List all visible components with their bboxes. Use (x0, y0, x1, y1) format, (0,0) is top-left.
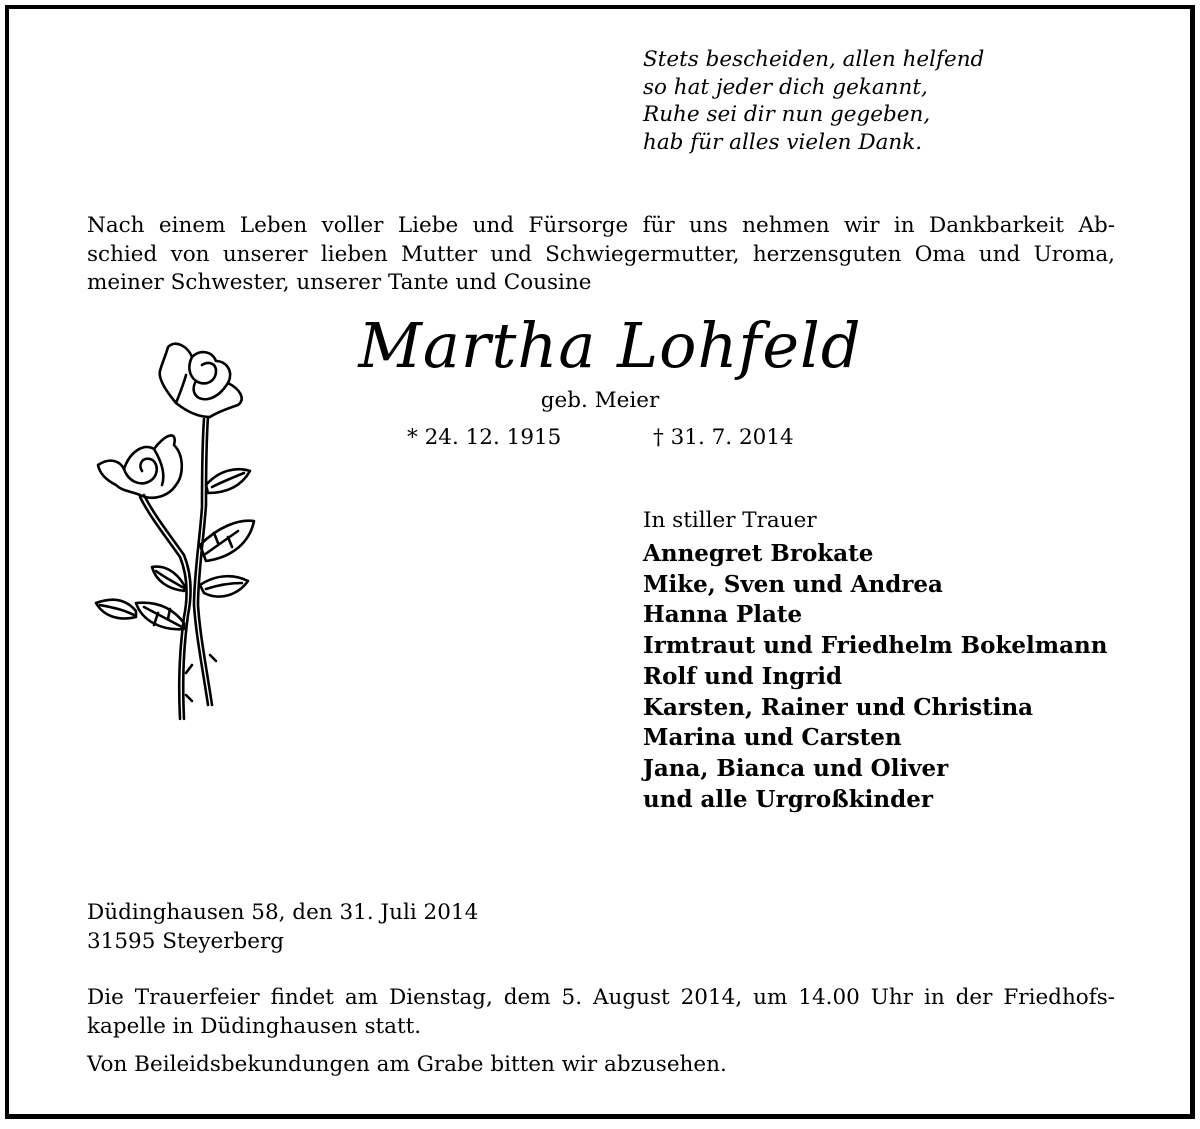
mourner-name: und alle Urgroßkinder (643, 785, 933, 813)
address-line: 31595 Steyerberg (87, 929, 284, 954)
poem-line: Ruhe sei dir nun gegeben, (643, 102, 931, 127)
rose-icon (88, 335, 268, 725)
mourner-name: Rolf und Ingrid (643, 662, 843, 690)
intro-line: schied von unserer lieben Mutter und Schwiegermutter, herzensguten Oma und Uroma, (87, 241, 1115, 267)
deceased-name: Martha Lohfeld (358, 309, 862, 382)
intro-line: Nach einem Leben voller Liebe und Fürsorge für uns nehmen wir in Dankbarkeit Ab- (87, 213, 1115, 238)
poem-line: Stets bescheiden, allen helfend (643, 47, 985, 72)
mourner-name: Irmtraut und Friedhelm Bokelmann (643, 632, 1108, 660)
condolence-note: Von Beileidsbekundungen am Grabe bitten wir abzusehen. (87, 1052, 727, 1077)
poem (643, 46, 984, 156)
mourner-name: Annegret Brokate (643, 540, 874, 567)
mourner-name: Karsten, Rainer und Christina (643, 693, 1034, 721)
mourners-block (643, 507, 1107, 815)
mourner-name: Marina und Carsten (643, 724, 902, 752)
mourners-intro: In stiller Trauer (643, 508, 817, 533)
birth-date: * 24. 12. 1915 (407, 425, 562, 450)
poem-line: so hat jeder dich gekannt, (643, 74, 928, 100)
intro-line: meiner Schwester, unserer Tante und Cousine (87, 270, 592, 295)
mourner-name: Hanna Plate (643, 601, 803, 629)
intro-text (87, 212, 1115, 298)
poem-line: hab für alles vielen Dank. (643, 129, 923, 155)
death-date: † 31. 7. 2014 (653, 425, 794, 450)
address (87, 898, 478, 956)
funeral-info (87, 983, 1115, 1041)
funeral-line: kapelle in Düdinghausen statt. (87, 1014, 422, 1039)
address-line: Düdinghausen 58, den 31. Juli 2014 (87, 900, 479, 925)
funeral-line: Die Trauerfeier findet am Dienstag, dem 5. August 2014, um 14.00 Uhr in der Friedhofs- (87, 985, 1115, 1010)
maiden-name: geb. Meier (540, 388, 660, 413)
mourner-name: Mike, Sven und Andrea (643, 570, 943, 598)
mourner-name: Jana, Bianca und Oliver (643, 754, 949, 782)
mourners-list (643, 539, 1107, 815)
